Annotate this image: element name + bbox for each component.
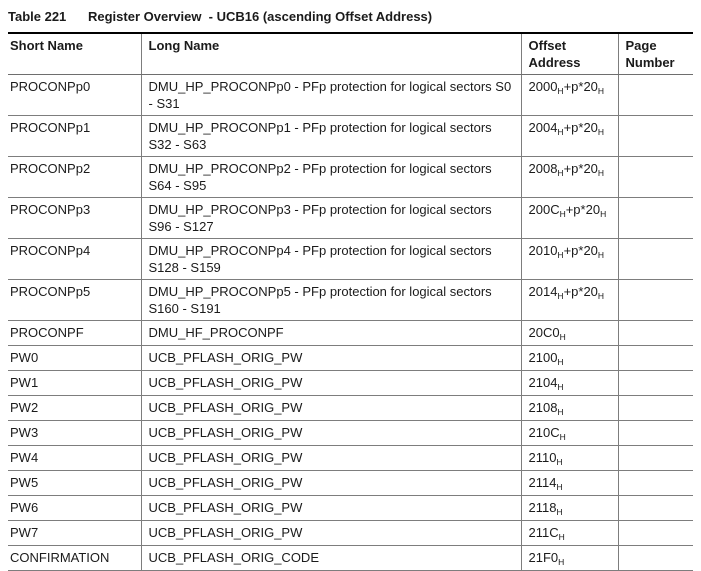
offset-address-cell (521, 371, 618, 396)
offset-value: +p*20 (563, 243, 598, 258)
hex-subscript: H (597, 86, 605, 96)
short-name-cell: PW6 (8, 496, 141, 521)
long-name-cell: UCB_PFLASH_ORIG_PW (141, 446, 521, 471)
page-number-cell (618, 116, 693, 157)
table-caption (8, 9, 693, 34)
long-name-cell: UCB_PFLASH_ORIG_PW (141, 471, 521, 496)
hex-subscript: H (556, 482, 563, 492)
short-name-cell: PW5 (8, 471, 141, 496)
offset-address-cell (521, 471, 618, 496)
short-name-cell: PW0 (8, 346, 141, 371)
long-name-cell: DMU_HP_PROCONPp4 - PFp protection for logical sectors S128 - S159 (141, 239, 521, 280)
page-number-cell (618, 471, 693, 496)
table-row (8, 346, 693, 371)
hex-subscript: H (597, 168, 605, 178)
hex-subscript: H (557, 407, 564, 417)
hex-subscript: H (557, 86, 564, 96)
hex-subscript: H (556, 457, 563, 467)
hex-subscript: H (557, 127, 564, 137)
long-name-cell: UCB_PFLASH_ORIG_PW (141, 421, 521, 446)
offset-address-cell (521, 157, 618, 198)
table-row (8, 471, 693, 496)
offset-value: 2010 (528, 243, 558, 258)
register-overview-table (8, 34, 693, 571)
hex-subscript: H (600, 209, 607, 219)
page-number-cell (618, 239, 693, 280)
page-number-cell (618, 521, 693, 546)
table-row (8, 496, 693, 521)
short-name-cell: PROCONPp5 (8, 280, 141, 321)
hex-subscript: H (557, 291, 564, 301)
table-caption-title: Register Overview - UCB16 (ascending Offset Address) (88, 9, 433, 24)
short-name-cell: PROCONPp1 (8, 116, 141, 157)
offset-value: 2004 (528, 120, 558, 135)
table-caption-label: Table 221 (8, 9, 67, 24)
short-name-cell: PROCONPF (8, 321, 141, 346)
short-name-cell: PW3 (8, 421, 141, 446)
column-header-offset-address: Offset Address (521, 34, 618, 75)
long-name-cell: DMU_HP_PROCONPp1 - PFp protection for logical sectors S32 - S63 (141, 116, 521, 157)
page-number-cell (618, 421, 693, 446)
hex-subscript: H (559, 432, 566, 442)
page-number-cell (618, 321, 693, 346)
column-header-long-name: Long Name (141, 34, 521, 75)
table-row (8, 546, 693, 571)
offset-value: 2100 (528, 350, 558, 365)
offset-address-cell (521, 239, 618, 280)
offset-value: 2118 (528, 500, 557, 515)
column-header-page-number: Page Number (618, 34, 693, 75)
long-name-cell: UCB_PFLASH_ORIG_PW (141, 396, 521, 421)
page-number-cell (618, 546, 693, 571)
table-row (8, 157, 693, 198)
offset-address-cell (521, 396, 618, 421)
hex-subscript: H (558, 532, 565, 542)
offset-value: 2104 (528, 375, 558, 390)
table-header-row (8, 34, 693, 75)
offset-address-cell (521, 321, 618, 346)
offset-value: +p*20 (563, 284, 598, 299)
short-name-cell: PW1 (8, 371, 141, 396)
page-number-cell (618, 396, 693, 421)
offset-value: +p*20 (563, 161, 598, 176)
offset-address-cell (521, 521, 618, 546)
page-number-cell (618, 75, 693, 116)
long-name-cell: UCB_PFLASH_ORIG_PW (141, 371, 521, 396)
offset-address-cell (521, 546, 618, 571)
hex-subscript: H (559, 209, 566, 219)
short-name-cell: PROCONPp0 (8, 75, 141, 116)
table-row (8, 521, 693, 546)
hex-subscript: H (597, 250, 605, 260)
table-row (8, 446, 693, 471)
offset-value: 2008 (528, 161, 558, 176)
table-row (8, 280, 693, 321)
offset-address-cell (521, 346, 618, 371)
short-name-cell: CONFIRMATION (8, 546, 141, 571)
table-row (8, 75, 693, 116)
offset-value: 20C0 (528, 325, 560, 340)
short-name-cell: PW2 (8, 396, 141, 421)
offset-value: 2114 (528, 475, 557, 490)
long-name-cell: UCB_PFLASH_ORIG_CODE (141, 546, 521, 571)
long-name-cell: DMU_HP_PROCONPp0 - PFp protection for logical sectors S0 - S31 (141, 75, 521, 116)
long-name-cell: UCB_PFLASH_ORIG_PW (141, 521, 521, 546)
offset-value: 21F0 (528, 550, 559, 565)
offset-value: +p*20 (563, 79, 598, 94)
page-number-cell (618, 198, 693, 239)
offset-value: 210C (528, 425, 560, 440)
table-header (8, 34, 693, 75)
hex-subscript: H (559, 332, 566, 342)
offset-value: 2110 (528, 450, 557, 465)
hex-subscript: H (558, 557, 565, 567)
short-name-cell: PW7 (8, 521, 141, 546)
offset-address-cell (521, 198, 618, 239)
page-number-cell (618, 371, 693, 396)
offset-address-cell (521, 421, 618, 446)
page-number-cell (618, 446, 693, 471)
long-name-cell: DMU_HP_PROCONPp5 - PFp protection for logical sectors S160 - S191 (141, 280, 521, 321)
offset-value: 200C (528, 202, 560, 217)
offset-value: 2014 (528, 284, 558, 299)
hex-subscript: H (557, 382, 564, 392)
offset-address-cell (521, 280, 618, 321)
offset-address-cell (521, 496, 618, 521)
table-row (8, 198, 693, 239)
hex-subscript: H (557, 250, 564, 260)
hex-subscript: H (597, 291, 605, 301)
hex-subscript: H (557, 168, 564, 178)
page-number-cell (618, 496, 693, 521)
hex-subscript: H (556, 507, 563, 517)
page-number-cell (618, 157, 693, 198)
offset-address-cell (521, 446, 618, 471)
column-header-short-name: Short Name (8, 34, 141, 75)
page-number-cell (618, 280, 693, 321)
long-name-cell: UCB_PFLASH_ORIG_PW (141, 496, 521, 521)
table-row (8, 396, 693, 421)
short-name-cell: PROCONPp3 (8, 198, 141, 239)
hex-subscript: H (557, 357, 564, 367)
table-row (8, 421, 693, 446)
long-name-cell: UCB_PFLASH_ORIG_PW (141, 346, 521, 371)
offset-value: 211C (528, 525, 559, 540)
long-name-cell: DMU_HP_PROCONPp2 - PFp protection for logical sectors S64 - S95 (141, 157, 521, 198)
table-row (8, 321, 693, 346)
offset-value: 2000 (528, 79, 558, 94)
hex-subscript: H (597, 127, 605, 137)
short-name-cell: PROCONPp4 (8, 239, 141, 280)
offset-value: +p*20 (563, 120, 598, 135)
table-row (8, 371, 693, 396)
table-row (8, 239, 693, 280)
table-row (8, 116, 693, 157)
offset-address-cell (521, 75, 618, 116)
short-name-cell: PROCONPp2 (8, 157, 141, 198)
table-body (8, 75, 693, 571)
long-name-cell: DMU_HF_PROCONPF (141, 321, 521, 346)
page-number-cell (618, 346, 693, 371)
offset-value: +p*20 (565, 202, 601, 217)
offset-address-cell (521, 116, 618, 157)
long-name-cell: DMU_HP_PROCONPp3 - PFp protection for logical sectors S96 - S127 (141, 198, 521, 239)
short-name-cell: PW4 (8, 446, 141, 471)
offset-value: 2108 (528, 400, 558, 415)
